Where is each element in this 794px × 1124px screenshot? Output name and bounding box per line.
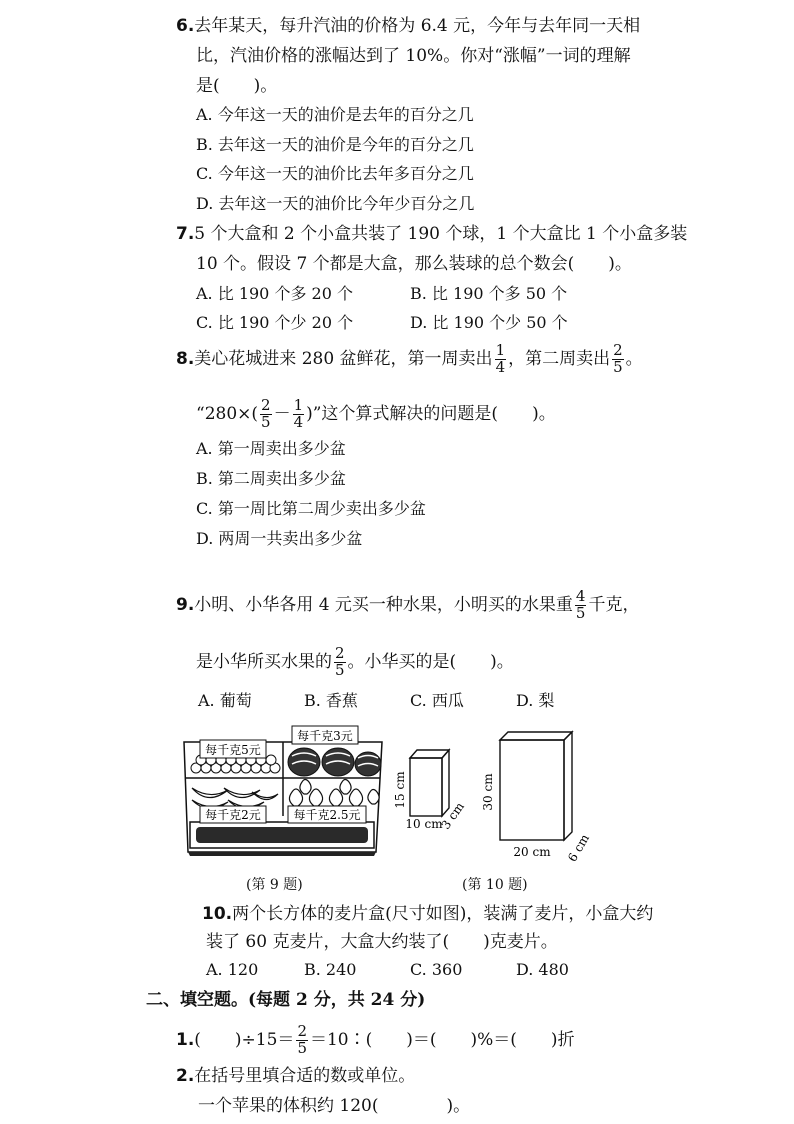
q6-option-b[interactable]: B. 去年这一天的油价是今年的百分之几 [196,135,474,154]
q8-text2b: )”这个算式解决的问题是( )。 [306,403,556,424]
q10-line1 [202,906,653,923]
big-box-height: 30 cm [481,773,495,811]
q8-text1c: 。 [625,348,643,369]
q9-line2 [196,646,514,679]
q10-option-c[interactable]: C. 360 [410,960,463,979]
q7-text1: 5 个大盒和 2 个小盒共装了 190 个球，1 个大盒比 1 个小盒多装 [194,224,688,244]
fraction-numerator: 1 [495,341,506,359]
q6-text1: 去年某天，每升汽油的价格为 6.4 元，今年与去年同一天相 [194,16,641,36]
fraction-numerator: 2 [261,396,271,414]
q9-option-d[interactable]: D. 梨 [516,691,555,710]
q6-number: 6. [176,16,195,36]
q7-option-b[interactable]: B. 比 190 个多 50 个 [410,284,568,303]
q10-figure-caption: (第 10 题) [462,877,528,893]
s2-q1-text-a: ( )÷15＝ [194,1029,295,1050]
stall-sign-plate [196,827,368,843]
section2-title: 二、填空题。(每题 2 分，共 24 分) [146,990,426,1010]
big-box [500,732,572,840]
fraction-numerator: 2 [613,341,623,359]
small-box-width: 10 cm [405,817,443,831]
fraction-numerator: 2 [297,1022,307,1040]
q8-option-b[interactable]: B. 第二周卖出多少盆 [196,469,346,488]
q8-text2a: “280×( [196,403,259,424]
fraction-denominator: 5 [575,603,586,622]
q9-text1a: 小明、小华各用 4 元买一种水果，小明买的水果重 [194,594,573,615]
q6-option-d[interactable]: D. 去年这一天的油价比今年少百分之几 [196,194,475,213]
big-box-depth: 6 cm [565,831,592,865]
fruit-stall-figure [178,724,388,858]
q6-line1 [176,18,640,35]
q6-line3: 是( )。 [196,76,278,96]
big-box-width: 20 cm [513,845,551,859]
small-box-depth: 3 cm [438,799,467,832]
q6-option-a[interactable]: A. 今年这一天的油价是去年的百分之几 [196,105,474,124]
q6-option-c[interactable]: C. 今年这一天的油价比去年多百分之几 [196,164,474,183]
q8-fraction-two-fifths-expr [260,398,272,431]
s2-q1-number: 1. [176,1029,195,1050]
q9-option-b[interactable]: B. 香蕉 [304,691,358,710]
q9-text2a: 是小华所买水果的 [196,651,332,672]
fraction-denominator: 5 [335,660,345,679]
q8-option-c[interactable]: C. 第一周比第二周少卖出多少盆 [196,499,426,518]
q9-option-a[interactable]: A. 葡萄 [198,691,252,710]
price-tag-watermelon-text: 每千克3元 [297,729,353,743]
q7-line2: 10 个。假设 7 个都是大盒，那么装球的总个数会( )。 [196,254,632,274]
q8-text1b: ，第二周卖出 [508,348,611,369]
q8-fraction-one-quarter [495,343,507,376]
fraction-denominator: 4 [495,357,506,376]
q10-option-a[interactable]: A. 120 [206,960,259,979]
fraction-denominator: 5 [261,412,271,431]
q9-text2b: 。小华买的是( )。 [347,651,514,672]
q10-option-d[interactable]: D. 480 [516,960,569,979]
fraction-denominator: 4 [293,412,304,431]
cereal-boxes-figure [390,728,610,868]
q9-fraction-four-fifths [575,589,587,622]
q8-text1a: 美心花城进来 280 盆鲜花，第一周卖出 [194,348,493,369]
q10-line2: 装了 60 克麦片，大盒大约装了( )克麦片。 [206,932,558,952]
q7-line1 [176,226,687,243]
small-box-height: 15 cm [393,771,407,809]
q7-option-c[interactable]: C. 比 190 个少 20 个 [196,313,354,332]
q9-text1b: 千克， [588,594,640,615]
s2-q1-line [176,1024,575,1057]
q7-option-d[interactable]: D. 比 190 个少 50 个 [410,313,568,332]
q8-line2 [196,398,556,431]
q10-option-b[interactable]: B. 240 [304,960,357,979]
s2-q2-number: 2. [176,1066,195,1086]
fraction-numerator: 2 [335,644,345,662]
fraction-denominator: 5 [613,357,623,376]
q10-text1: 两个长方体的麦片盒(尺寸如图)，装满了麦片，小盒大约 [232,904,654,924]
q6-line2: 比，汽油价格的涨幅达到了 10%。你对“涨幅”一词的理解 [196,46,631,66]
q8-option-a[interactable]: A. 第一周卖出多少盆 [196,439,346,458]
q9-option-c[interactable]: C. 西瓜 [410,691,464,710]
price-tag-banana-text: 每千克2元 [205,808,261,822]
q7-number: 7. [176,224,195,244]
price-tag-grapes-text: 每千克5元 [205,743,261,757]
stall-base [188,852,376,856]
s2-q2-text1: 在括号里填合适的数或单位。 [194,1066,416,1086]
q8-line1 [176,343,643,376]
q9-number: 9. [176,594,195,615]
q8-minus: － [273,403,291,424]
q7-option-a[interactable]: A. 比 190 个多 20 个 [196,284,353,303]
q10-number: 10. [202,904,233,924]
watermelon-icon [288,748,381,776]
fraction-denominator: 5 [297,1038,307,1057]
s2-q1-fraction-two-fifths [296,1024,308,1057]
q8-fraction-one-quarter-expr [293,398,305,431]
fraction-numerator: 1 [293,396,304,414]
q8-fraction-two-fifths [612,343,624,376]
q9-fraction-two-fifths [334,646,346,679]
q8-option-d[interactable]: D. 两周一共卖出多少盆 [196,529,363,548]
q8-number: 8. [176,348,195,369]
s2-q2-line1 [176,1068,415,1085]
q9-figure-caption: (第 9 题) [246,877,303,893]
small-box [410,750,449,816]
q9-line1 [176,589,639,622]
s2-q2-line2: 一个苹果的体积约 120( )。 [198,1096,471,1116]
fraction-numerator: 4 [575,587,586,605]
s2-q1-text-b: ＝10∶( )＝( )%＝( )折 [309,1029,575,1050]
price-tag-pear-text: 每千克2.5元 [293,808,361,822]
